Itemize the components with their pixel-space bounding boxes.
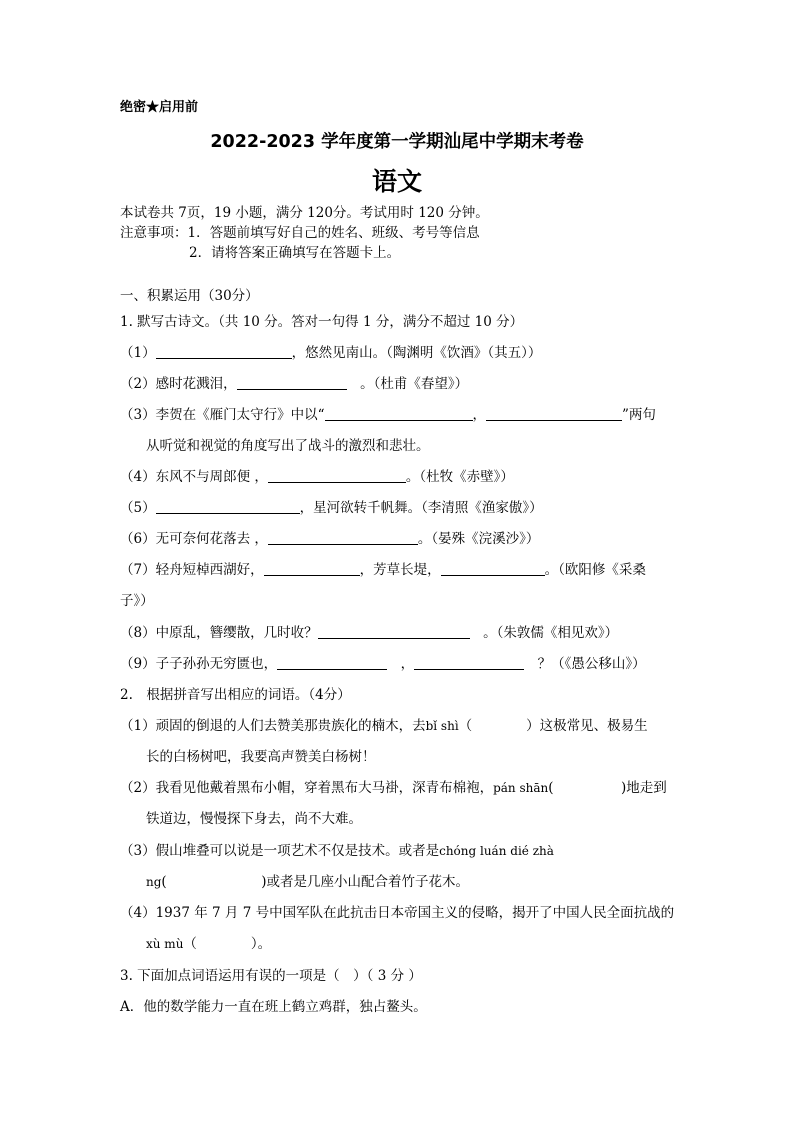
pinyin: bǐ shì	[425, 719, 459, 733]
q2-item-4: （4）1937 年 7 月 7 号中国军队在此抗击日本帝国主义的侵略，揭开了中国人民全面抗战的	[120, 905, 675, 921]
q1-item-3-cont: 从听觉和视觉的角度写出了战斗的激烈和悲壮。	[146, 438, 430, 454]
exam-summary: 本试卷共 7页，19 小题，满分 120分。考试用时 120 分钟。	[120, 205, 489, 221]
q2-item-2: （2）我看见他戴着黑布小帽，穿着黑布大马褂，深青布棉袍，pán shān( )地走到	[120, 780, 667, 796]
answer-blank[interactable]	[268, 468, 406, 483]
answer-blank[interactable]	[486, 406, 622, 421]
q1-item-9: （9）子子孙孙无穷匮也， ， ？（《愚公移山》）	[120, 656, 646, 672]
q1-item-6: （6）无可奈何花落去 ， 。（晏殊《浣溪沙》）	[120, 531, 540, 547]
secret-mark: 绝密★启用前	[120, 100, 199, 115]
pinyin: chóng luán dié zhà	[439, 844, 554, 858]
q1-item-7-cont: 子》）	[120, 593, 154, 609]
q1-item-4: （4）东风不与周郎便 ， 。（杜牧《赤壁》）	[120, 469, 514, 485]
subject-title: 语文	[371, 167, 422, 196]
answer-paren[interactable]: （ ）这极常见、极易生	[458, 718, 648, 734]
question-1-stem: 1. 默写古诗文。（共 10 分。答对一句得 1 分，满分不超过 10 分）	[120, 314, 524, 330]
pinyin: xù mù	[146, 937, 184, 951]
answer-paren[interactable]: ( )或者是几座小山配合着竹子花木。	[161, 874, 469, 890]
q2-item-4-cont	[146, 934, 271, 954]
q2-item-1-cont: 长的白杨树吧，我要高声赞美白杨树！	[146, 749, 376, 765]
answer-blank[interactable]	[268, 530, 418, 545]
section-1-title: 一、积累运用（30分）	[120, 288, 259, 304]
answer-blank[interactable]	[264, 561, 360, 576]
answer-blank[interactable]	[156, 344, 292, 359]
answer-blank[interactable]	[325, 406, 473, 421]
q1-item-2: （2）感时花溅泪， 。（杜甫《春望》）	[120, 376, 469, 392]
notes-label: 注意事项：	[120, 225, 188, 241]
q1-item-3: （3）李贺在《雁门太守行》中以“ ， ”两句	[120, 407, 656, 423]
q2-item-1: （1）顽固的倒退的人们去赞美那贵族化的楠木，去bǐ shì（ ）这极常见、极易生	[120, 718, 648, 734]
note-2: 2．请将答案正确填写在答题卡上。	[189, 245, 401, 261]
answer-blank[interactable]	[277, 655, 387, 670]
question-3-stem: 3. 下面加点词语运用有误的一项是（ ）（ 3 分 ）	[120, 968, 422, 984]
exam-title: 2022-2023 学年度第一学期汕尾中学期末考卷	[210, 132, 584, 152]
pinyin: pán shān	[493, 781, 549, 795]
q1-item-1: （1） ，悠然见南山。（陶渊明《饮酒》（其五））	[120, 345, 542, 361]
answer-paren[interactable]: ( )地走到	[548, 780, 667, 796]
q1-item-5: （5） ，星河欲转千帆舞。（李清照《渔家傲》）	[120, 500, 543, 516]
answer-blank[interactable]	[156, 499, 300, 514]
q2-item-2-cont: 铁道边，慢慢探下身去，尚不大难。	[146, 811, 362, 827]
q1-item-8: （8）中原乱，簪缨散，几时收？ 。（朱敦儒《相见欢》）	[120, 625, 619, 641]
note-1: 1．答题前填写好自己的姓名、班级、考号等信息	[187, 225, 480, 241]
pinyin: ng	[146, 875, 162, 889]
answer-blank[interactable]	[237, 375, 347, 390]
answer-blank[interactable]	[414, 655, 524, 670]
answer-blank[interactable]	[318, 624, 470, 639]
q1-item-7: （7）轻舟短棹西湖好， ，芳草长堤， 。（欧阳修《采桑	[120, 562, 646, 578]
answer-blank[interactable]	[441, 561, 545, 576]
q2-item-3-cont	[146, 872, 469, 892]
q2-item-3: （3）假山堆叠可以说是一项艺术不仅是技术。或者是chóng luán dié zhà	[120, 843, 554, 859]
question-2-stem: 2. 根据拼音写出相应的词语。（4分）	[120, 687, 351, 703]
answer-paren[interactable]: （ ）。	[183, 936, 272, 952]
q3-option-a[interactable]: A．他的数学能力一直在班上鹤立鸡群，独占鳌头。	[120, 999, 427, 1015]
notes-line-1	[120, 223, 480, 243]
